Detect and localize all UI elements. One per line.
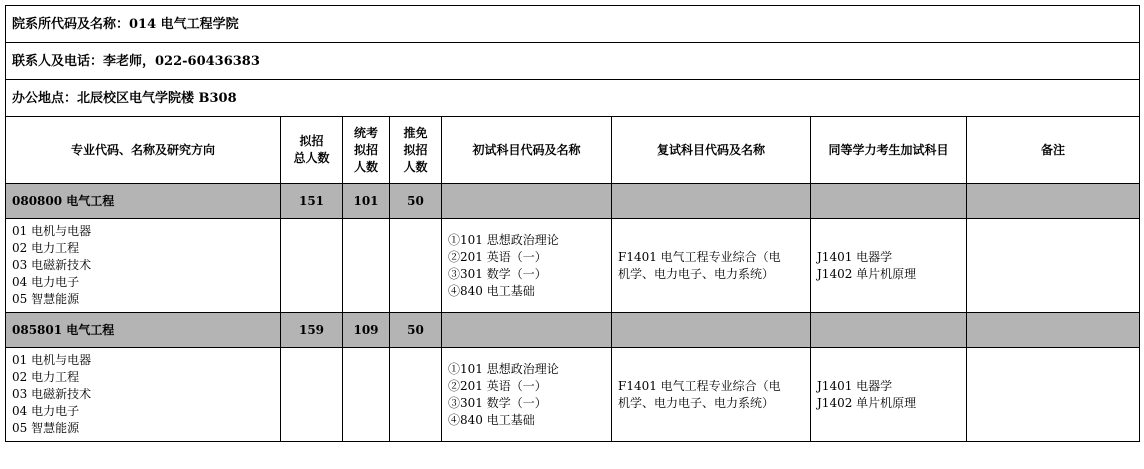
program-detail-row bbox=[6, 219, 1140, 313]
program-prelim-empty bbox=[442, 313, 612, 348]
header-major: 专业代码、名称及研究方向 bbox=[6, 117, 281, 184]
office-line: 办公地点：北辰校区电气学院楼 B308 bbox=[6, 80, 1140, 117]
program-note-empty bbox=[967, 313, 1140, 348]
institute-line: 院系所代码及名称：014 电气工程学院 bbox=[6, 6, 1140, 43]
detail-total-empty bbox=[281, 348, 343, 442]
prelim-subjects: ①101 思想政治理论 ②201 英语（一） ③301 数学（一） ④840 电工基础 bbox=[442, 219, 612, 313]
program-total: 159 bbox=[281, 313, 343, 348]
program-exam: 109 bbox=[343, 313, 390, 348]
detail-note-empty bbox=[967, 219, 1140, 313]
program-row bbox=[6, 313, 1140, 348]
program-note-empty bbox=[967, 184, 1140, 219]
program-retest-empty bbox=[612, 313, 811, 348]
detail-note-empty bbox=[967, 348, 1140, 442]
program-equiv-empty bbox=[811, 184, 967, 219]
retest-subjects: F1401 电气工程专业综合（电 机学、电力电子、电力系统） bbox=[612, 348, 811, 442]
header-total: 拟招 总人数 bbox=[281, 117, 343, 184]
program-equiv-empty bbox=[811, 313, 967, 348]
header-exam: 统考 拟招 人数 bbox=[343, 117, 390, 184]
detail-exam-empty bbox=[343, 219, 390, 313]
equiv-subjects: J1401 电器学 J1402 单片机原理 bbox=[811, 348, 967, 442]
program-exempt: 50 bbox=[390, 184, 442, 219]
program-title: 080800 电气工程 bbox=[6, 184, 281, 219]
detail-exempt-empty bbox=[390, 219, 442, 313]
equiv-subjects: J1401 电器学 J1402 单片机原理 bbox=[811, 219, 967, 313]
program-retest-empty bbox=[612, 184, 811, 219]
header-equiv: 同等学力考生加试科目 bbox=[811, 117, 967, 184]
detail-total-empty bbox=[281, 219, 343, 313]
program-exam: 101 bbox=[343, 184, 390, 219]
program-title: 085801 电气工程 bbox=[6, 313, 281, 348]
program-total: 151 bbox=[281, 184, 343, 219]
detail-exempt-empty bbox=[390, 348, 442, 442]
program-detail-row bbox=[6, 348, 1140, 442]
header-retest: 复试科目代码及名称 bbox=[612, 117, 811, 184]
research-directions: 01 电机与电器 02 电力工程 03 电磁新技术 04 电力电子 05 智慧能源 bbox=[6, 348, 281, 442]
detail-exam-empty bbox=[343, 348, 390, 442]
header-exempt: 推免 拟招 人数 bbox=[390, 117, 442, 184]
contact-line: 联系人及电话：李老师，022-60436383 bbox=[6, 43, 1140, 80]
research-directions: 01 电机与电器 02 电力工程 03 电磁新技术 04 电力电子 05 智慧能源 bbox=[6, 219, 281, 313]
header-note: 备注 bbox=[967, 117, 1140, 184]
program-exempt: 50 bbox=[390, 313, 442, 348]
prelim-subjects: ①101 思想政治理论 ②201 英语（一） ③301 数学（一） ④840 电工基础 bbox=[442, 348, 612, 442]
retest-subjects: F1401 电气工程专业综合（电 机学、电力电子、电力系统） bbox=[612, 219, 811, 313]
program-row bbox=[6, 184, 1140, 219]
admission-table bbox=[5, 5, 1140, 442]
program-prelim-empty bbox=[442, 184, 612, 219]
header-prelim: 初试科目代码及名称 bbox=[442, 117, 612, 184]
